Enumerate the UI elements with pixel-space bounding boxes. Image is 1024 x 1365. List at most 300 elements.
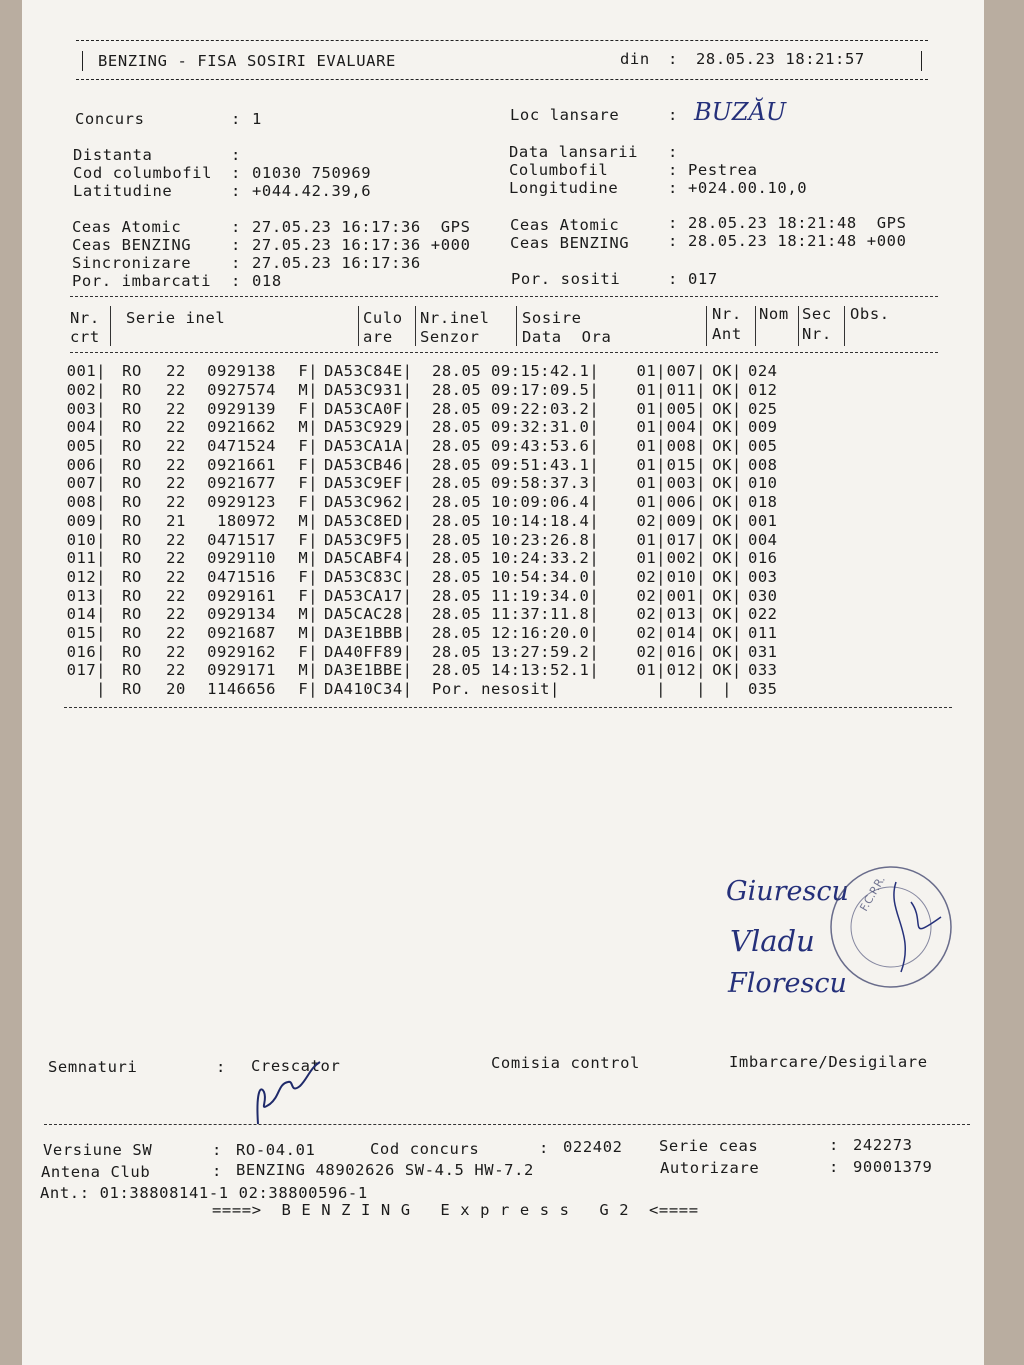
row-obs: 008: [748, 455, 778, 474]
cell-separator: |: [589, 567, 600, 586]
row-senzor: DA53C9EF: [324, 474, 403, 493]
cell-separator: |: [589, 437, 600, 456]
row-nr: 007: [66, 474, 97, 493]
row-culoare: M: [298, 605, 309, 624]
row-sec: OK: [712, 362, 732, 381]
col-sep: [516, 306, 517, 346]
antena-label: Antena Club: [41, 1163, 151, 1181]
table-row: [66, 568, 804, 587]
table-row: [66, 455, 804, 474]
cell-separator: |: [402, 511, 413, 530]
cell-separator: |: [656, 511, 666, 530]
row-nr: 011: [66, 549, 97, 568]
row-year: 20: [166, 680, 186, 699]
table-cell: [194, 437, 276, 456]
th-nr-ant-1: Nr.: [712, 305, 742, 323]
row-serie-prefix: RO: [122, 474, 142, 493]
th-nr: Nr.: [70, 309, 100, 327]
col-sep: [755, 306, 756, 346]
cell-separator: |: [589, 362, 600, 381]
th-serie-inel: Serie inel: [126, 309, 226, 327]
imbarcati-label: Por. imbarcati: [72, 272, 212, 290]
th-culoare-1: Culo: [363, 309, 403, 327]
row-antena: 01: [636, 418, 657, 437]
table-cell: [666, 418, 706, 437]
cell-separator: |: [696, 362, 706, 381]
row-senzor: DA53C8ED: [324, 511, 403, 530]
cell-separator: |: [656, 623, 666, 642]
table-row: [66, 399, 804, 418]
row-nom: 017: [666, 530, 697, 549]
signature-crescator: Crescator: [251, 1057, 341, 1075]
table-cell: [66, 362, 106, 381]
table-cell: [432, 605, 618, 624]
row-nom: 015: [666, 455, 697, 474]
table-cell: [194, 586, 276, 605]
row-sec: OK: [712, 493, 732, 512]
cell-separator: |: [308, 362, 318, 381]
table-cell: [706, 568, 748, 587]
cell-separator: |: [308, 511, 318, 530]
table-cell: [276, 418, 320, 437]
row-culoare: F: [298, 586, 309, 605]
th-obs: Obs.: [850, 305, 890, 323]
row-ring: 0929161: [207, 586, 276, 605]
table-cell: [320, 530, 432, 549]
cell-separator: |: [96, 661, 106, 680]
table-cell: [158, 568, 194, 587]
cell-separator: |: [731, 418, 742, 437]
table-cell: [706, 586, 748, 605]
cell-separator: |: [722, 680, 732, 699]
cell-separator: |: [96, 511, 106, 530]
table-cell: [158, 362, 194, 381]
row-serie-prefix: RO: [122, 493, 142, 512]
row-senzor: DA53C931: [324, 381, 403, 400]
footer-rule: [44, 1124, 970, 1125]
table-cell: [432, 642, 618, 661]
table-cell: [276, 381, 320, 400]
cell-separator: |: [589, 642, 600, 661]
sositi-label: Por. sositi: [511, 270, 621, 288]
row-sosire: 28.05 11:19:34.0: [432, 586, 590, 605]
table-cell: [618, 493, 666, 512]
row-ring: 0471516: [207, 567, 276, 586]
row-antena: 01: [636, 530, 657, 549]
cell-separator: |: [589, 418, 600, 437]
cell-separator: |: [96, 418, 106, 437]
th-data-ora: Data Ora: [522, 328, 612, 346]
row-obs: 009: [748, 418, 778, 437]
table-cell: [748, 624, 804, 643]
cell-separator: |: [696, 399, 706, 418]
row-ring: 0921687: [207, 623, 276, 642]
cell-separator: |: [402, 549, 413, 568]
data-lansarii-colon: :: [668, 143, 678, 161]
row-sosire: 28.05 09:43:53.6: [432, 437, 590, 456]
table-cell: [748, 549, 804, 568]
table-cell: [618, 605, 666, 624]
cell-separator: |: [656, 399, 666, 418]
cell-separator: |: [402, 474, 413, 493]
row-senzor: DA53C83C: [324, 567, 403, 586]
table-cell: [66, 474, 106, 493]
row-serie-prefix: RO: [122, 642, 142, 661]
cell-separator: |: [402, 567, 413, 586]
row-nom: 007: [666, 362, 697, 381]
row-senzor: DA53CA0F: [324, 399, 403, 418]
cell-separator: |: [696, 493, 706, 512]
table-cell: [320, 437, 432, 456]
cell-separator: |: [696, 586, 706, 605]
row-sosire: 28.05 10:24:33.2: [432, 549, 590, 568]
row-year: 22: [166, 474, 186, 493]
row-nom: 005: [666, 399, 697, 418]
table-cell: [320, 381, 432, 400]
cell-separator: |: [656, 493, 666, 512]
row-antena: 02: [636, 623, 657, 642]
loc-colon: :: [668, 106, 678, 124]
row-culoare: M: [298, 623, 309, 642]
row-senzor: DA40FF89: [324, 642, 403, 661]
table-cell: [706, 381, 748, 400]
table-cell: [66, 381, 106, 400]
table-cell: [432, 362, 618, 381]
row-sosire: 28.05 12:16:20.0: [432, 623, 590, 642]
table-cell: [706, 605, 748, 624]
table-cell: [666, 549, 706, 568]
table-cell: [320, 680, 432, 699]
imbarcati-colon: :: [231, 272, 241, 290]
table-cell: [666, 605, 706, 624]
table-cell: [66, 661, 106, 680]
lon-colon: :: [668, 179, 678, 197]
table-cell: [158, 642, 194, 661]
table-cell: [194, 474, 276, 493]
table-cell: [106, 661, 158, 680]
table-cell: [194, 418, 276, 437]
row-serie-prefix: RO: [122, 605, 142, 624]
row-obs: 011: [748, 623, 778, 642]
table-header-rule: [70, 352, 938, 353]
ceas-benzing-right-colon: :: [668, 232, 678, 250]
row-year: 22: [166, 605, 186, 624]
cell-separator: |: [308, 623, 318, 642]
table-cell: [706, 455, 748, 474]
row-nom: 010: [666, 567, 697, 586]
table-cell: [748, 512, 804, 531]
table-row: [66, 493, 804, 512]
table-cell: [618, 680, 666, 699]
table-cell: [432, 455, 618, 474]
cell-separator: |: [589, 623, 600, 642]
table-cell: [158, 399, 194, 418]
table-cell: [748, 605, 804, 624]
table-cell: [618, 381, 666, 400]
row-serie-prefix: RO: [122, 623, 142, 642]
table-cell: [106, 437, 158, 456]
row-culoare: F: [298, 399, 309, 418]
cell-separator: |: [96, 567, 106, 586]
table-cell: [666, 437, 706, 456]
row-sosire: 28.05 10:54:34.0: [432, 567, 590, 586]
row-obs: 033: [748, 661, 778, 680]
table-cell: [194, 605, 276, 624]
row-sosire: 28.05 10:09:06.4: [432, 493, 590, 512]
row-year: 21: [166, 511, 186, 530]
row-senzor: DA3E1BBE: [324, 661, 403, 680]
cell-separator: |: [589, 549, 600, 568]
din-colon: :: [668, 50, 678, 68]
row-ring: 0921662: [207, 418, 276, 437]
table-cell: [618, 624, 666, 643]
cell-separator: |: [308, 418, 318, 437]
table-cell: [66, 418, 106, 437]
th-sec-1: Sec: [802, 305, 832, 323]
col-sep: [415, 306, 416, 346]
row-antena: 01: [636, 493, 657, 512]
columbofil-value: Pestrea: [688, 161, 758, 179]
autorizare-label: Autorizare: [660, 1159, 760, 1177]
table-cell: [618, 568, 666, 587]
row-ring: 0929138: [207, 362, 276, 381]
row-sosire: 28.05 10:14:18.4: [432, 511, 590, 530]
table-cell: [618, 642, 666, 661]
row-culoare: F: [298, 680, 309, 699]
table-cell: [320, 512, 432, 531]
din-value: 28.05.23 18:21:57: [696, 50, 865, 68]
imbarcati-value: 018: [252, 272, 282, 290]
row-nr: 005: [66, 437, 97, 456]
table-cell: [706, 642, 748, 661]
table-cell: [432, 418, 618, 437]
table-cell: [618, 549, 666, 568]
crescator-signature: [250, 1054, 330, 1130]
th-sosire: Sosire: [522, 309, 582, 327]
versiune-value: RO-04.01: [236, 1141, 316, 1159]
row-senzor: DA5CAC28: [324, 605, 403, 624]
row-nr: 006: [66, 455, 97, 474]
row-year: 22: [166, 455, 186, 474]
data-lansarii-label: Data lansarii: [509, 143, 639, 161]
row-obs: 025: [748, 399, 778, 418]
row-serie-prefix: RO: [122, 381, 142, 400]
row-sec: OK: [712, 623, 732, 642]
cell-separator: |: [402, 362, 413, 381]
table-cell: [194, 362, 276, 381]
concurs-value: 1: [252, 110, 262, 128]
table-cell: [194, 568, 276, 587]
row-culoare: F: [298, 493, 309, 512]
distanta-label: Distanta: [73, 146, 153, 164]
commission-name-1: Giurescu: [726, 876, 849, 907]
cell-separator: |: [402, 437, 413, 456]
table-cell: [158, 586, 194, 605]
table-cell: [158, 381, 194, 400]
table-bottom-rule: [64, 707, 952, 708]
cell-separator: |: [656, 642, 666, 661]
row-nom: 009: [666, 511, 697, 530]
table-cell: [276, 493, 320, 512]
table-cell: [432, 437, 618, 456]
row-obs: 012: [748, 381, 778, 400]
commission-stamp: [826, 862, 956, 992]
table-cell: [432, 399, 618, 418]
table-cell: [66, 568, 106, 587]
table-top-rule: [70, 296, 938, 297]
table-cell: [158, 624, 194, 643]
row-obs: 035: [748, 680, 778, 699]
row-ring: 0929110: [207, 549, 276, 568]
th-sec-2: Nr.: [802, 325, 832, 343]
cell-separator: |: [696, 418, 706, 437]
table-cell: [158, 512, 194, 531]
table-cell: [276, 680, 320, 699]
table-row: [66, 474, 804, 493]
cell-separator: |: [656, 680, 666, 699]
row-ring: 1146656: [207, 680, 276, 699]
row-serie-prefix: RO: [122, 567, 142, 586]
table-cell: [276, 586, 320, 605]
cell-separator: |: [308, 549, 318, 568]
lon-value: +024.00.10,0: [688, 179, 808, 197]
row-year: 22: [166, 642, 186, 661]
table-cell: [194, 455, 276, 474]
cell-separator: |: [308, 399, 318, 418]
columbofil-label: Columbofil: [509, 161, 609, 179]
table-cell: [666, 399, 706, 418]
table-cell: [194, 549, 276, 568]
din-label: din: [620, 50, 650, 68]
table-cell: [666, 362, 706, 381]
table-cell: [618, 512, 666, 531]
cell-separator: |: [696, 530, 706, 549]
row-antena: 02: [636, 511, 657, 530]
row-sosire: 28.05 09:22:03.2: [432, 399, 590, 418]
table-cell: [618, 455, 666, 474]
row-nr: 013: [66, 586, 97, 605]
table-cell: [106, 586, 158, 605]
row-obs: 031: [748, 642, 778, 661]
table-cell: [276, 605, 320, 624]
row-antena: 01: [636, 362, 657, 381]
table-row: [66, 586, 804, 605]
cell-separator: |: [96, 474, 106, 493]
sincronizare-value: 27.05.23 16:17:36: [252, 254, 421, 272]
cell-separator: |: [656, 661, 666, 680]
table-cell: [106, 493, 158, 512]
cell-separator: |: [308, 474, 318, 493]
lon-label: Longitudine: [509, 179, 619, 197]
col-sep: [706, 306, 707, 346]
table-cell: [432, 586, 618, 605]
table-cell: [158, 418, 194, 437]
cell-separator: |: [589, 511, 600, 530]
lat-colon: :: [231, 182, 241, 200]
loc-label: Loc lansare: [510, 106, 620, 124]
table-cell: [618, 399, 666, 418]
table-cell: [748, 455, 804, 474]
row-culoare: F: [298, 437, 309, 456]
row-ring: 0929134: [207, 605, 276, 624]
row-ring: 0929171: [207, 661, 276, 680]
row-sec: OK: [712, 437, 732, 456]
table-cell: [748, 530, 804, 549]
table-cell: [748, 437, 804, 456]
cell-separator: |: [731, 455, 742, 474]
sincronizare-colon: :: [231, 254, 241, 272]
row-sec: OK: [712, 474, 732, 493]
row-senzor: DA53C9F5: [324, 530, 403, 549]
row-nr: 008: [66, 493, 97, 512]
row-culoare: F: [298, 530, 309, 549]
cell-separator: |: [96, 586, 106, 605]
row-sec: OK: [712, 530, 732, 549]
row-nom: 012: [666, 661, 697, 680]
cell-separator: |: [96, 437, 106, 456]
row-culoare: M: [298, 418, 309, 437]
table-cell: [276, 661, 320, 680]
table-cell: [194, 512, 276, 531]
table-cell: [666, 381, 706, 400]
ceas-atomic-left-colon: :: [231, 218, 241, 236]
table-cell: [666, 568, 706, 587]
cell-separator: |: [402, 493, 413, 512]
row-nr: 014: [66, 605, 97, 624]
table-cell: [276, 624, 320, 643]
serie-ceas-value: 242273: [853, 1136, 913, 1154]
row-nr: 015: [66, 623, 97, 642]
ceas-benzing-left-label: Ceas BENZING: [72, 236, 192, 254]
row-nom: 006: [666, 493, 697, 512]
row-serie-prefix: RO: [122, 437, 142, 456]
row-nr: 017: [66, 661, 97, 680]
table-row: [66, 362, 804, 381]
row-serie-prefix: RO: [122, 362, 142, 381]
th-nr-ant-2: Ant: [712, 325, 742, 343]
cod-concurs-label: Cod concurs: [370, 1140, 480, 1158]
row-year: 22: [166, 549, 186, 568]
table-cell: [618, 661, 666, 680]
row-sosire: 28.05 09:32:31.0: [432, 418, 590, 437]
table-cell: [158, 474, 194, 493]
table-cell: [706, 624, 748, 643]
cell-separator: |: [731, 511, 742, 530]
row-culoare: M: [298, 511, 309, 530]
row-ring: 0921677: [207, 474, 276, 493]
row-antena: 02: [636, 567, 657, 586]
table-cell: [666, 530, 706, 549]
table-cell: [158, 549, 194, 568]
cod-concurs-value: 022402: [563, 1138, 623, 1156]
table-row: [66, 418, 804, 437]
table-cell: [194, 493, 276, 512]
row-sec: OK: [712, 418, 732, 437]
antena-colon: :: [212, 1162, 222, 1180]
row-year: 22: [166, 661, 186, 680]
row-senzor: DA53CA1A: [324, 437, 403, 456]
signature-imbarcare: Imbarcare/Desigilare: [729, 1053, 928, 1071]
antena-value: BENZING 48902626 SW-4.5 HW-7.2: [236, 1161, 534, 1179]
table-cell: [748, 381, 804, 400]
table-cell: [666, 474, 706, 493]
table-cell: [276, 549, 320, 568]
concurs-label: Concurs: [75, 110, 145, 128]
lat-value: +044.42.39,6: [252, 182, 372, 200]
row-sosire: 28.05 09:15:42.1: [432, 362, 590, 381]
table-cell: [748, 474, 804, 493]
table-cell: [666, 493, 706, 512]
